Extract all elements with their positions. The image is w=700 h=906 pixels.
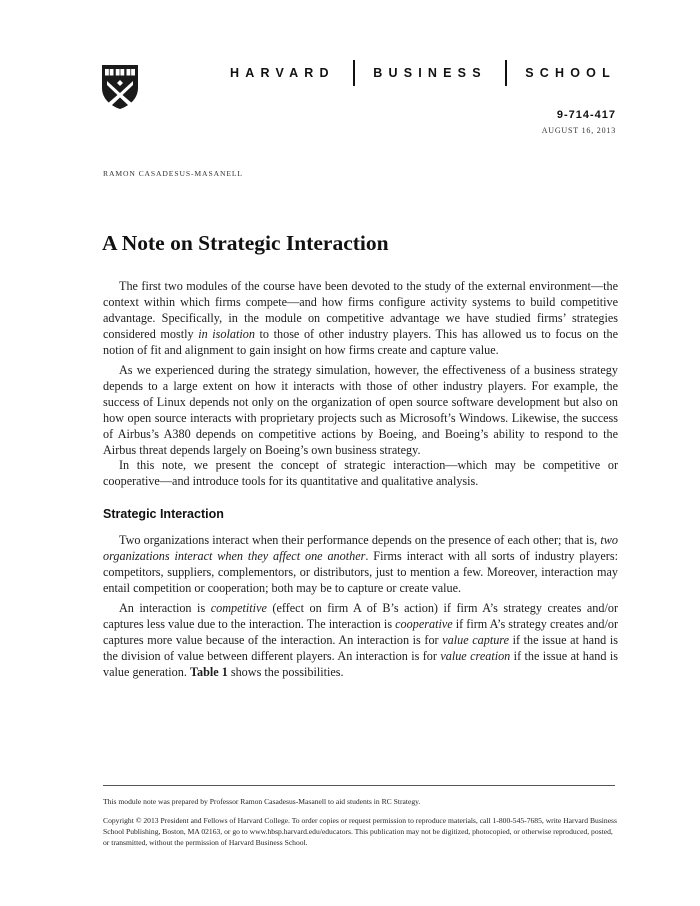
author-name: RAMON CASADESUS-MASANELL [103, 169, 243, 178]
document-title: A Note on Strategic Interaction [102, 231, 389, 255]
paragraph-text: In this note, we present the concept of strategic interaction—which may be competitive or cooperative—and introduce tools for its quantitative and qualitative analysis. [103, 458, 618, 488]
emphasis-text: in isolation [198, 326, 255, 341]
masthead-word-business: BUSINESS [373, 66, 487, 80]
paragraph-3 [103, 458, 618, 490]
masthead [230, 63, 616, 83]
paragraph-text: if the issue at hand is the division of value between different players. An interaction is for [103, 632, 618, 663]
section-heading: Strategic Interaction [103, 507, 224, 521]
document-date: AUGUST 16, 2013 [541, 126, 616, 135]
hbs-shield-logo [101, 64, 139, 110]
paragraph-text: Two organizations interact when their performance depends on the presence of each other; that is, [119, 533, 601, 547]
paragraph-2 [103, 363, 618, 458]
paragraph-4 [103, 533, 618, 597]
paragraph-text: to those of other industry players. This has allowed us to focus on the notion of fit and alignment to gain insight on how firms create and capture value. [103, 326, 618, 357]
paragraph-5 [103, 601, 618, 681]
paragraph-text: An interaction is [119, 601, 211, 615]
document-number: 9-714-417 [556, 109, 616, 121]
footer-note: This module note was prepared by Professor Ramon Casadesus-Masanell to aid students in RC Strategy. [103, 797, 421, 806]
emphasis-text: two organizations interact when they affect one another [103, 533, 618, 563]
paragraph-text: if the issue at hand is value generation. [103, 648, 618, 679]
paragraph-1 [103, 279, 618, 359]
paragraph-text: if firm A’s strategy creates and/or captures more value because of the interaction. An interaction is for [103, 616, 619, 647]
footer-divider [103, 785, 615, 786]
masthead-divider [505, 60, 506, 86]
paragraph-text: shows the possibilities. [227, 664, 344, 679]
paragraph-text: (effect on firm A of B’s action) if firm A’s strategy creates and/or captures less value due to the interaction. The interaction is [103, 601, 618, 631]
emphasis-text: value capture [442, 632, 509, 647]
masthead-divider [353, 60, 354, 86]
paragraph-text: As we experienced during the strategy simulation, however, the effectiveness of a business strategy depends to a large extent on how it interacts with those of other industry players. For example, the success of Linux depends not only on the organization of open source software development but also on how open source interacts with proprietary projects such as Microsoft’s Windows. Likewise, the success of Airbus’s A380 depends on competitive actions by Boeing, and Boeing’s ability to respond to the Airbus threat depends largely on Boeing’s own business strategy. [103, 363, 618, 457]
table-reference: Table 1 [189, 664, 228, 679]
emphasis-text: cooperative [395, 616, 453, 631]
paragraph-text: The first two modules of the course have been devoted to the study of the external environment—the context within which firms compete—and how firms configure activity systems to build competitive advantage. Specifically, in the module on competitive advantage we have studied firms’ strategies considered mostly [103, 279, 618, 341]
paragraph-text: . Firms interact with all sorts of industry players: competitors, suppliers, complementors, or distributors, just to mention a few. Moreover, interaction may entail competition or cooperation; both may be to capture or create value. [103, 548, 618, 595]
footer-copyright: Copyright © 2013 President and Fellows of Harvard College. To order copies or request permission to reproduce materials, call 1-800-545-7685, write Harvard Business School Publishing, Boston, MA 02163, or go to www.hbsp.harvard.edu/educators. This publication may not be digitized, photocopied, or otherwise reproduced, posted, or transmitted, without the permission of Harvard Business School. [103, 816, 617, 847]
emphasis-text: value creation [440, 648, 511, 663]
masthead-word-harvard: HARVARD [230, 66, 335, 80]
masthead-word-school: SCHOOL [525, 66, 616, 80]
emphasis-text: competitive [210, 601, 267, 615]
